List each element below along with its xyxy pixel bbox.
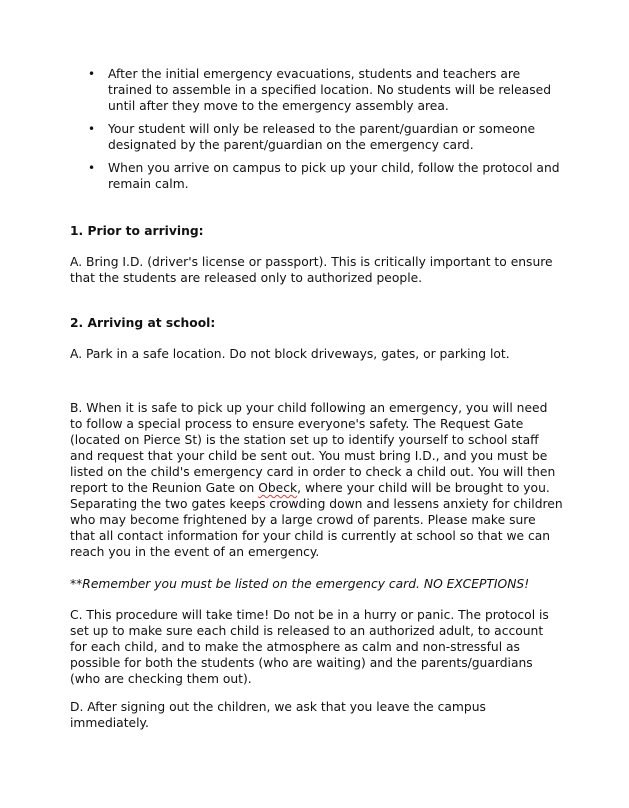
reminder-note: **Remember you must be listed on the emergency card. NO EXCEPTIONS! <box>70 577 530 591</box>
bullet-item: • Your student will only be released to the parent/guardian or someone designated by the parent/guardian on the emergency card. <box>88 121 563 153</box>
paragraph-park-safely: A. Park in a safe location. Do not block driveways, gates, or parking lot. <box>70 347 510 361</box>
bullet-item: • After the initial emergency evacuations, students and teachers are trained to assemble in a specified location. No students will be released until after they move to the emergency assembly area. <box>88 66 563 114</box>
paragraph-text: B. When it is safe to pick up your child following an emergency, you will need to follow a special process to ensure everyone's safety. The Request Gate (located on Pierce St) is the station set up to identify yourself to school staff and request that your child be sent out. You must bring I.D., and you must be listed on the child's emergency card in order to check a child out. You will then report to the Reunion Gate on <box>70 401 556 495</box>
paragraph-pickup-process <box>70 400 563 560</box>
paragraph-leave-campus: D. After signing out the children, we ask that you leave the campus immediately. <box>70 700 486 730</box>
bullet-item: • When you arrive on campus to pick up your child, follow the protocol and remain calm. <box>88 160 563 192</box>
section-heading-arriving-at-school: 2. Arriving at school: <box>70 316 216 330</box>
paragraph-text: , where your child will be brought to you. Separating the two gates keeps crowding down and lessens anxiety for children who may become frightened by a large crowd of parents. Please make sure that all contact information for your child is currently at school so that we can reach you in the event of an emergency. <box>70 481 563 559</box>
paragraph-bring-id: A. Bring I.D. (driver's license or passport). This is critically important to ensure that the students are released only to authorized people. <box>70 255 553 285</box>
spellcheck-flagged-word: Obeck <box>258 481 298 495</box>
bullet-list <box>88 66 563 199</box>
paragraph-procedure-time: C. This procedure will take time! Do not be in a hurry or panic. The protocol is set up to make sure each child is released to an authorized adult, to account for each child, and to make the atmosphere as calm and non-stressful as possible for both the students (who are waiting) and the parents/guardians (who are checking them out). <box>70 608 549 686</box>
section-heading-prior-to-arriving: 1. Prior to arriving: <box>70 224 204 238</box>
